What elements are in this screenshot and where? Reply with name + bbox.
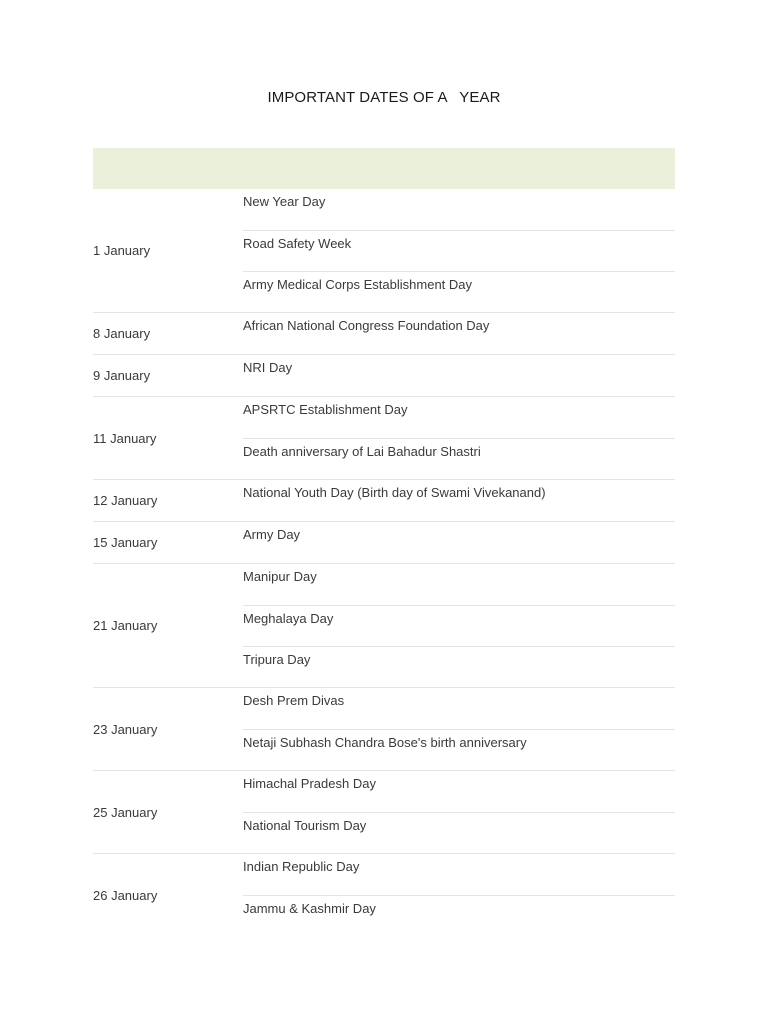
table-row [93, 687, 675, 770]
date-cell: 21 January [93, 618, 158, 633]
table-header-band [93, 148, 675, 189]
date-cell: 11 January [93, 430, 157, 446]
table-row [93, 521, 675, 563]
events-cell [243, 313, 675, 354]
event-item: NRI Day [243, 360, 293, 375]
events-cell [243, 564, 675, 687]
event-item: Manipur Day [243, 569, 317, 584]
table-row [93, 853, 675, 936]
events-cell [243, 189, 675, 312]
event-item: National Tourism Day [243, 812, 675, 853]
event-item: APSRTC Establishment Day [243, 402, 408, 417]
table-row [93, 563, 675, 687]
event-item: Army Day [243, 527, 301, 542]
date-cell: 8 January [93, 326, 151, 341]
event-item: Desh Prem Divas [243, 693, 345, 708]
date-cell: 9 January [93, 368, 151, 383]
event-item: Death anniversary of Lai Bahadur Shastri [243, 438, 675, 479]
event-item: Army Medical Corps Establishment Day [243, 271, 675, 312]
table-row [93, 396, 675, 479]
event-item: Meghalaya Day [243, 605, 675, 646]
event-item: African National Congress Foundation Day [243, 318, 490, 333]
table-row [93, 189, 675, 312]
event-item: National Youth Day (Birth day of Swami Vivekanand) [243, 485, 546, 500]
table-row [93, 312, 675, 354]
date-cell: 12 January [93, 493, 158, 508]
event-item: Himachal Pradesh Day [243, 776, 376, 791]
table-row [93, 479, 675, 521]
date-cell: 26 January [93, 887, 158, 903]
events-cell [243, 522, 675, 563]
date-cell: 15 January [93, 535, 158, 550]
date-cell: 23 January [93, 721, 158, 737]
events-cell [243, 397, 675, 479]
date-cell: 25 January [93, 804, 158, 820]
event-item: Netaji Subhash Chandra Bose's birth anniversary [243, 729, 675, 770]
events-cell [243, 355, 675, 396]
event-item: Indian Republic Day [243, 859, 360, 874]
event-item: Jammu & Kashmir Day [243, 895, 675, 936]
events-cell [243, 854, 675, 936]
event-item: Tripura Day [243, 646, 675, 687]
document-title: IMPORTANT DATES OF A YEAR [267, 89, 501, 106]
events-cell [243, 771, 675, 853]
table-row [93, 354, 675, 396]
events-cell [243, 480, 675, 521]
table-row [93, 770, 675, 853]
event-item: New Year Day [243, 194, 326, 209]
events-cell [243, 688, 675, 770]
dates-table [93, 189, 675, 936]
event-item: Road Safety Week [243, 230, 675, 271]
date-cell: 1 January [93, 243, 151, 258]
